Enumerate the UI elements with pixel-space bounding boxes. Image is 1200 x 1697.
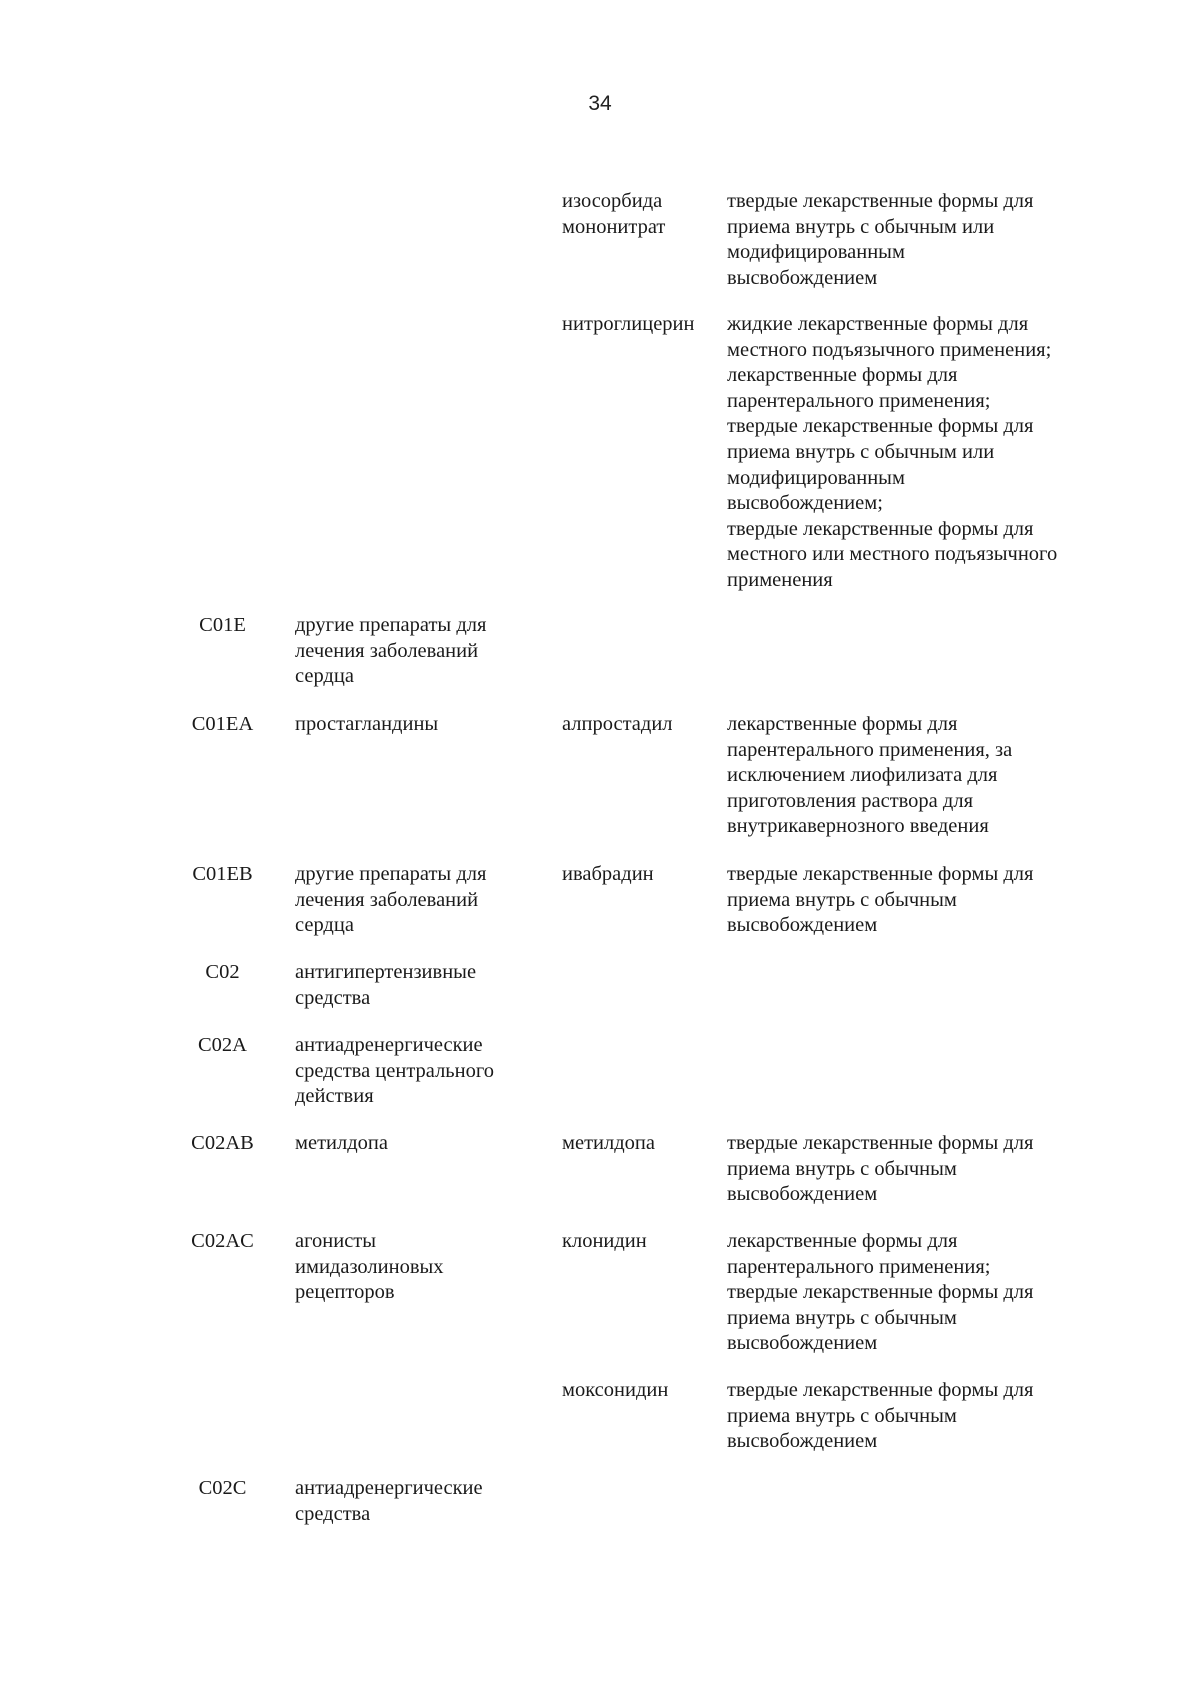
dosage-form-line: приема внутрь с обычным или (727, 440, 995, 463)
dosage-form-line: твердые лекарственные формы для (727, 1281, 1034, 1304)
group-name-line: агонисты (295, 1230, 377, 1252)
dosage-form-line: высвобождением (727, 914, 878, 937)
drug-name-line: клонидин (562, 1230, 647, 1252)
dosage-form-line: лекарственные формы для (727, 364, 958, 387)
group-name (295, 613, 540, 690)
dosage-form-line: твердые лекарственные формы для (727, 415, 1034, 438)
drug-name (562, 312, 722, 338)
dosage-form-line: модифицированным (727, 241, 905, 264)
dosage-form-line: жидкие лекарственные формы для (727, 313, 1029, 335)
group-name-line: простагландины (295, 713, 439, 735)
dosage-form-line: приема внутрь с обычным (727, 1404, 957, 1427)
group-name-line: антигипертензивные (295, 961, 477, 983)
group-name-line: лечения заболеваний (295, 639, 479, 662)
group-name-line: другие препараты для (295, 614, 487, 636)
drug-name (562, 189, 722, 240)
group-name-line: сердца (295, 914, 354, 937)
dosage-form-line: местного или местного подъязычного (727, 543, 1058, 566)
dosage-form-line: твердые лекарственные формы для (727, 1132, 1034, 1154)
drug-name (562, 1229, 722, 1255)
dosage-form-line: парентерального применения, за (727, 738, 1013, 761)
group-name-line: средства центрального (295, 1059, 495, 1082)
group-name (295, 862, 540, 939)
dosage-form-line: приема внутрь с обычным (727, 888, 957, 911)
atc-code: C02C (198, 1477, 247, 1499)
atc-code: C02A (198, 1034, 247, 1056)
drug-name-line: ивабрадин (562, 863, 654, 885)
dosage-form-line: исключением лиофилизата для (727, 764, 998, 787)
dosage-forms (727, 1229, 1127, 1357)
page-number: 34 (588, 92, 612, 115)
dosage-form-line: высвобождением (727, 1332, 878, 1355)
dosage-form-line: высвобождением (727, 1183, 878, 1206)
dosage-form-line: твердые лекарственные формы для (727, 517, 1034, 540)
dosage-form-line: приема внутрь с обычным (727, 1157, 957, 1180)
group-name-line: метилдопа (295, 1132, 388, 1154)
atc-code: C02AB (191, 1132, 254, 1154)
group-name-line: лечения заболеваний (295, 888, 479, 911)
dosage-forms (727, 312, 1127, 594)
dosage-form-line: высвобождением (727, 266, 878, 289)
group-name-line: средства (295, 1502, 371, 1525)
dosage-form-line: твердые лекарственные формы для (727, 1379, 1034, 1401)
dosage-forms (727, 189, 1127, 291)
dosage-form-line: лекарственные формы для (727, 1230, 958, 1252)
atc-code: C02AC (191, 1230, 254, 1252)
group-name-line: сердца (295, 665, 354, 688)
drug-name (562, 1131, 722, 1157)
drug-name-line: метилдопа (562, 1132, 655, 1154)
drug-name-line: изосорбида (562, 190, 663, 212)
dosage-forms (727, 1378, 1127, 1455)
dosage-form-line: высвобождением (727, 1430, 878, 1453)
drug-name-line: алпростадил (562, 713, 673, 735)
group-name-line: имидазолиновых (295, 1255, 444, 1278)
dosage-forms (727, 862, 1127, 939)
group-name-line: средства (295, 986, 371, 1009)
drug-name (562, 1378, 722, 1404)
group-name (295, 712, 540, 738)
group-name (295, 960, 540, 1011)
atc-code: C01EB (192, 863, 253, 885)
group-name-line: рецепторов (295, 1281, 395, 1304)
atc-code: C02 (205, 961, 240, 983)
group-name-line: действия (295, 1085, 374, 1108)
dosage-forms (727, 712, 1127, 840)
dosage-form-line: приема внутрь с обычным (727, 1306, 957, 1329)
group-name (295, 1476, 540, 1527)
group-name-line: антиадренергические (295, 1477, 483, 1499)
group-name (295, 1131, 540, 1157)
drug-name (562, 862, 722, 888)
dosage-form-line: парентерального применения; (727, 389, 991, 412)
dosage-form-line: твердые лекарственные формы для (727, 863, 1034, 885)
dosage-form-line: парентерального применения; (727, 1255, 991, 1278)
dosage-form-line: местного подъязычного применения; (727, 338, 1052, 361)
dosage-form-line: приготовления раствора для (727, 789, 973, 812)
atc-code: C01EA (191, 713, 254, 735)
dosage-form-line: применения (727, 568, 833, 591)
group-name (295, 1033, 540, 1110)
dosage-forms (727, 1131, 1127, 1208)
group-name-line: антиадренергические (295, 1034, 483, 1056)
drug-name-line: моксонидин (562, 1379, 669, 1401)
drug-name (562, 712, 722, 738)
dosage-form-line: модифицированным (727, 466, 905, 489)
dosage-form-line: высвобождением; (727, 492, 883, 515)
dosage-form-line: приема внутрь с обычным или (727, 215, 995, 238)
group-name-line: другие препараты для (295, 863, 487, 885)
atc-code: C01E (199, 614, 246, 636)
drug-name-line: мононитрат (562, 215, 666, 238)
dosage-form-line: твердые лекарственные формы для (727, 190, 1034, 212)
drug-name-line: нитроглицерин (562, 313, 695, 335)
group-name (295, 1229, 540, 1306)
dosage-form-line: внутрикавернозного введения (727, 815, 989, 838)
dosage-form-line: лекарственные формы для (727, 713, 958, 735)
